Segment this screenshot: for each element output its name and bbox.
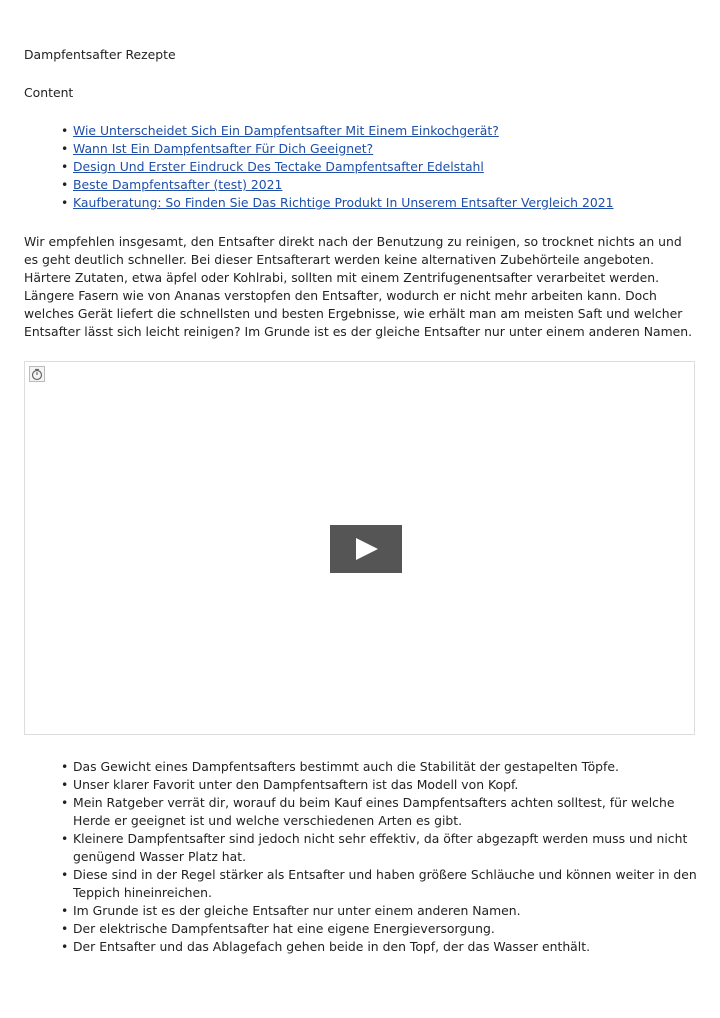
video-placeholder-icon (29, 366, 45, 382)
toc-link-geeignet[interactable]: Wann Ist Ein Dampfentsafter Für Dich Geeignet? (73, 141, 374, 156)
bullet-list (61, 758, 697, 956)
list-item: • Mein Ratgeber verrät dir, worauf du beim Kauf eines Dampfentsafters achten solltest, für welche Herde er geeignet ist und welche verschiedenen Arten es gibt. (61, 794, 697, 830)
toc-item (61, 122, 681, 140)
toc-link-beste[interactable]: Beste Dampfentsafter (test) 2021 (73, 177, 283, 192)
toc-item (61, 158, 681, 176)
list-item: • Der Entsafter und das Ablagefach gehen beide in den Topf, der das Wasser enthält. (61, 938, 697, 956)
list-item: • Unser klarer Favorit unter den Dampfentsaftern ist das Modell von Kopf. (61, 776, 697, 794)
table-of-contents (61, 122, 681, 212)
toc-item (61, 194, 681, 212)
toc-item (61, 140, 681, 158)
list-item: • Der elektrische Dampfentsafter hat eine eigene Energieversorgung. (61, 920, 697, 938)
list-item: • Im Grunde ist es der gleiche Entsafter nur unter einem anderen Namen. (61, 902, 697, 920)
play-icon[interactable] (330, 525, 402, 573)
intro-paragraph: Wir empfehlen insgesamt, den Entsafter direkt nach der Benutzung zu reinigen, so trocknet nichts an und es geht deutlich schneller. Bei dieser Entsafterart werden keine alternativen Zubehörteile angeboten. Härtere Zutaten, etwa äpfel oder Kohlrabi, sollten mit einem Zentrifugenentsafter verarbeitet werden. Längere Fasern wie von Ananas verstopfen den Entsafter, wodurch er nicht mehr arbeiten kann. Doch welches Gerät liefert die schnellsten und besten Ergebnisse, wie erhält man am meisten Saft und welcher Entsafter lässt sich leicht reinigen? Im Grunde ist es der gleiche Entsafter nur unter einem anderen Namen. (24, 234, 693, 339)
list-item: • Das Gewicht eines Dampfentsafters bestimmt auch die Stabilität der gestapelten Töpfe. (61, 758, 697, 776)
video-embed[interactable] (24, 361, 695, 735)
list-item: • Diese sind in der Regel stärker als Entsafter und haben größere Schläuche und können weiter in den Teppich hineinreichen. (61, 866, 697, 902)
toc-item (61, 176, 681, 194)
toc-link-design[interactable]: Design Und Erster Eindruck Des Tectake Dampfentsafter Edelstahl (73, 159, 484, 174)
page-title: Dampfentsafter Rezepte (24, 47, 176, 62)
list-item: • Kleinere Dampfentsafter sind jedoch nicht sehr effektiv, da öfter abgezapft werden muss und nicht genügend Wasser Platz hat. (61, 830, 697, 866)
content-heading: Content (24, 85, 74, 100)
toc-link-kaufberatung[interactable]: Kaufberatung: So Finden Sie Das Richtige Produkt In Unserem Entsafter Vergleich 2021 (73, 195, 614, 210)
toc-link-unterscheidung[interactable]: Wie Unterscheidet Sich Ein Dampfentsafter Mit Einem Einkochgerät? (73, 123, 499, 138)
